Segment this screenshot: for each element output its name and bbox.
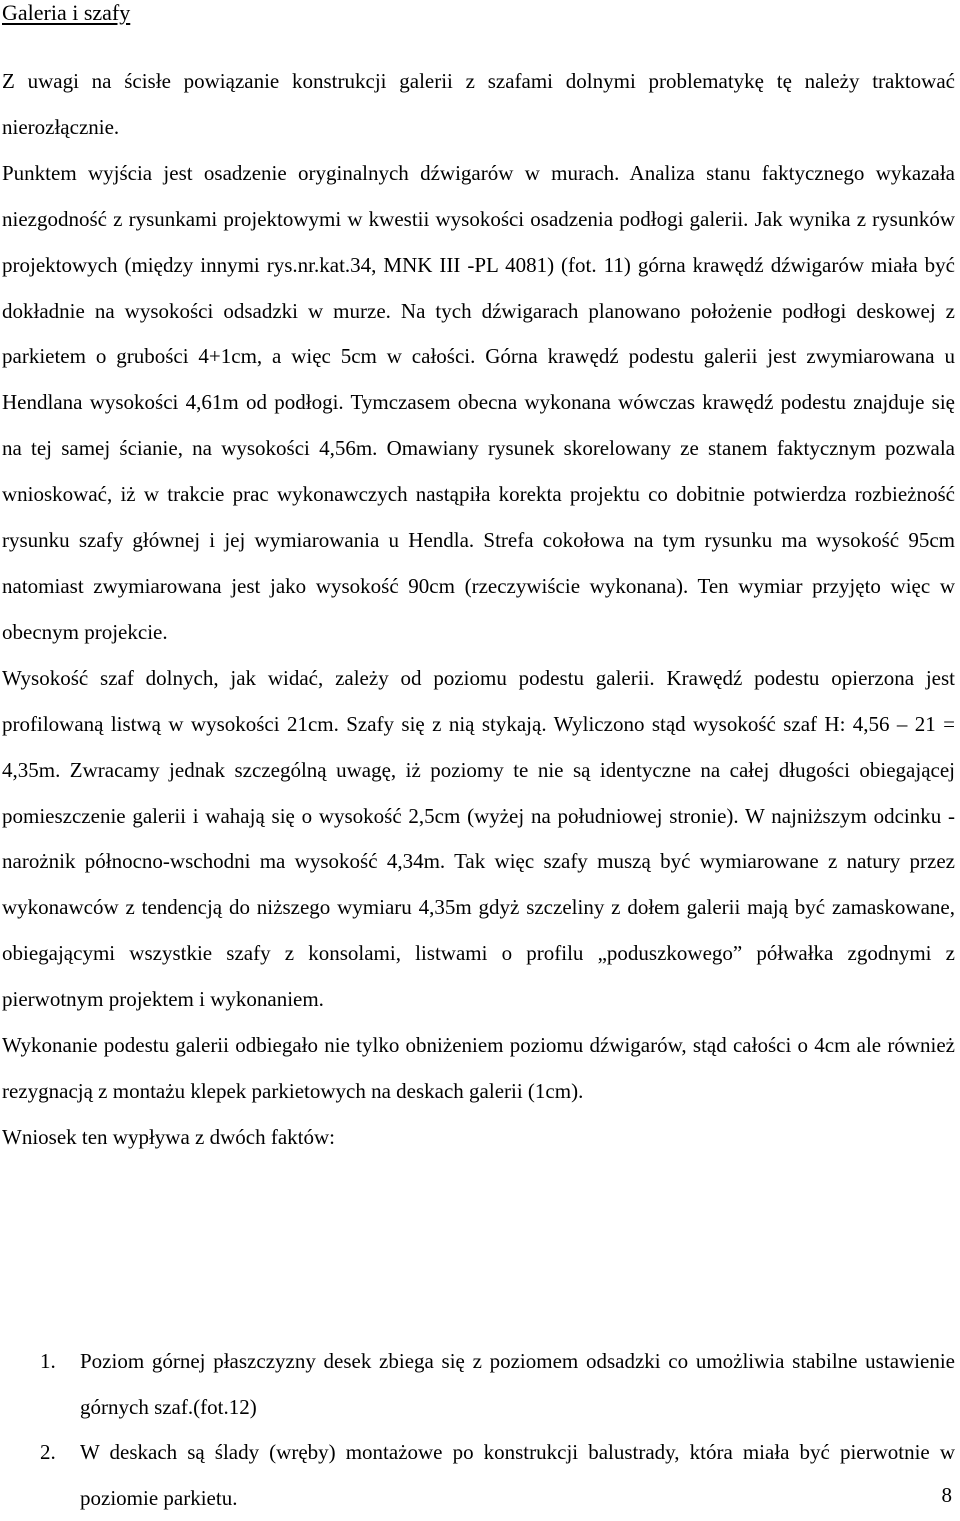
list-number: 2. (40, 1440, 56, 1464)
paragraph: Z uwagi na ścisłe powiązanie konstrukcji galerii z szafami dolnymi problematykę tę należy traktować nierozłącznie. (2, 69, 955, 139)
page-number: 8 (941, 1483, 952, 1507)
list-number: 1. (40, 1349, 56, 1373)
paragraph: Wysokość szaf dolnych, jak widać, zależy od poziomu podestu galerii. Krawędź podestu opierzona jest profilowaną listwą w wysokości 21cm. Szafy się z nią stykają. Wyliczono stąd wysokość szaf H: 4,56 – 21 = 4,35m. Zwracamy jednak szczególną uwagę, iż poziomy te nie są identyczne na całej długości obiegającej pomieszczenie galerii i wahają się o wysokość 2,5cm (wyżej na południowej stronie). W najniższym odcinku -narożnik północno-wschodni ma wysokość 4,34m. Tak więc szafy muszą być wymiarowane z natury przez wykonawców z tendencją do niższego wymiaru 4,35m gdyż szczeliny z dołem galerii mają być zamaskowane, obiegającymi wszystkie szafy z konsolami, listwami o profilu „poduszkowego” półwałka zgodnymi z pierwotnym projektem i wykonaniem. (2, 665, 955, 1012)
section-heading: Galeria i szafy (2, 0, 131, 25)
list-item-text: W deskach są ślady (wręby) montażowe po konstrukcji balustrady, która miała być pierwotnie w poziomie parkietu. (80, 1440, 955, 1510)
body-text (2, 59, 955, 1161)
list-item (0, 1339, 955, 1430)
paragraph: Wniosek ten wypływa z dwóch faktów: (2, 1124, 335, 1149)
list-item (0, 1430, 955, 1521)
paragraph: Wykonanie podestu galerii odbiegało nie tylko obniżeniem poziomu dźwigarów, stąd całości o 4cm ale również rezygnacją z montażu klepek parkietowych na deskach galerii (1cm). (2, 1033, 955, 1103)
list-item-text: Poziom górnej płaszczyzny desek zbiega się z poziomem odsadzki co umożliwia stabilne ustawienie górnych szaf.(fot.12) (80, 1349, 955, 1419)
paragraph: Punktem wyjścia jest osadzenie oryginalnych dźwigarów w murach. Analiza stanu faktycznego wykazała niezgodność z rysunkami projektowymi w kwestii wysokości osadzenia podłogi galerii. Jak wynika z rysunków projektowych (między innymi rys.nr.kat.34, MNK III -PL 4081) (fot. 11) górna krawędź dźwigarów miała być dokładnie na wysokości odsadzki w murze. Na tych dźwigarach planowano położenie podłogi deskowej z parkietem o grubości 4+1cm, a więc 5cm w całości. Górna krawędź podestu galerii jest zwymiarowana u Hendlana wysokości 4,61m od podłogi. Tymczasem obecna wykonana wówczas krawędź podestu znajduje się na tej samej ścianie, na wysokości 4,56m. Omawiany rysunek skorelowany ze stanem faktycznym pozwala wnioskować, iż w trakcie prac wykonawczych nastąpiła korekta projektu co dobitnie potwierdza rozbieżność rysunku szafy głównej i jej wymiarowania u Hendla. Strefa cokołowa na tym rysunku ma wysokość 95cm natomiast zwymiarowana jest jako wysokość 90cm (rzeczywiście wykonana). Ten wymiar przyjęto więc w obecnym projekcie. (2, 160, 955, 644)
numbered-list (0, 1339, 955, 1521)
